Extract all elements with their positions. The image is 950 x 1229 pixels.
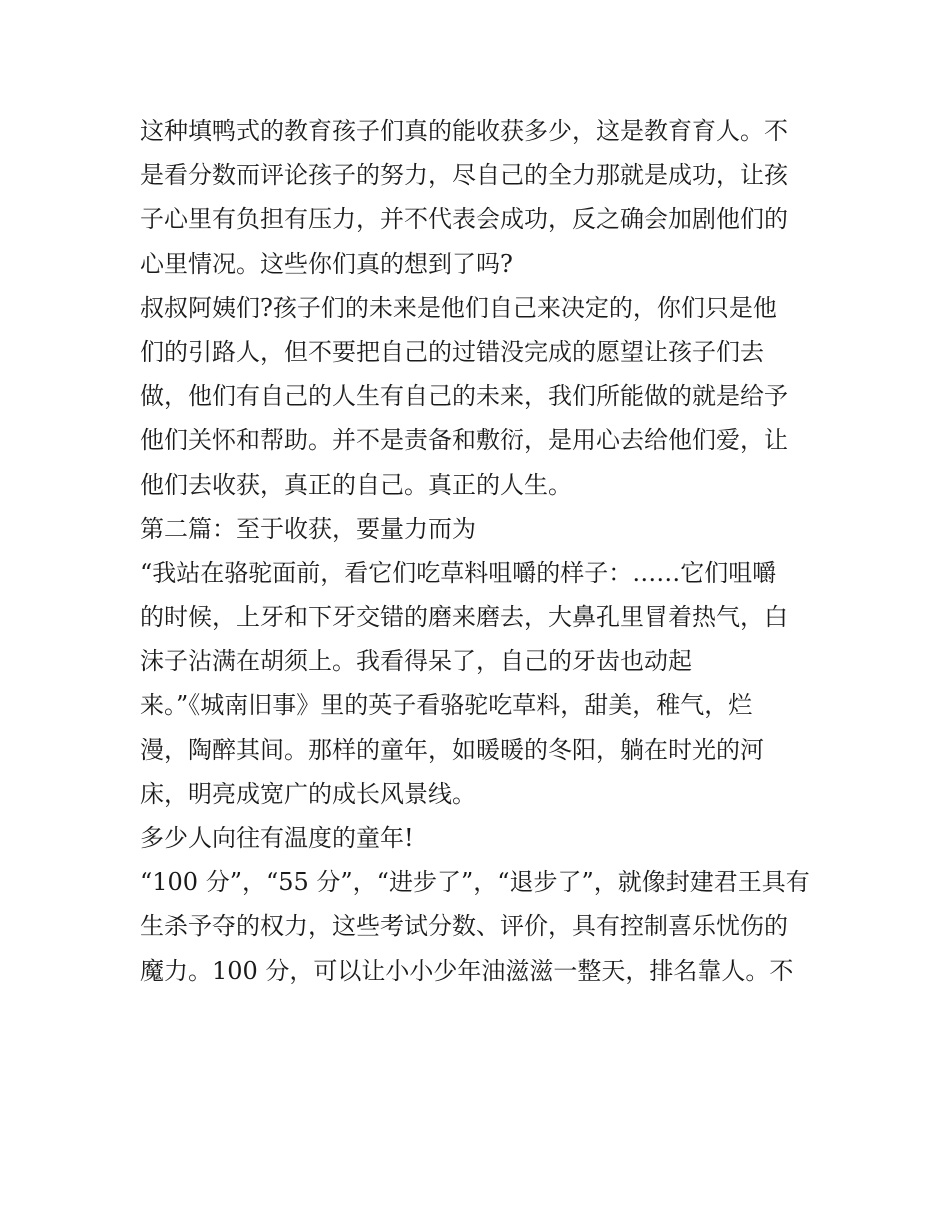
text-line: 他们去收获，真正的自己。真正的人生。 <box>140 470 572 499</box>
text-line: 漫，陶醉其间。那样的童年，如暖暖的冬阳，躺在时光的河 <box>140 735 764 764</box>
text-line: 做，他们有自己的人生有自己的未来，我们所能做的就是给予 <box>140 382 788 411</box>
text-line: 这种填鸭式的教育孩子们真的能收获多少，这是教育育人。不 <box>140 117 788 145</box>
text-line: “我站在骆驼面前，看它们吃草料咀嚼的样子：……它们咀嚼 <box>140 558 777 587</box>
text-line: 他们关怀和帮助。并不是责备和敷衍，是用心去给他们爱，让 <box>140 426 788 455</box>
text-line: 多少人向往有温度的童年! <box>140 824 414 852</box>
text-line: 来。”《城南旧事》里的英子看骆驼吃草料，甜美，稚气，烂 <box>140 691 753 720</box>
text-line: “100 分”，“55 分”，“进步了”，“退步了”，就像封建君王具有 <box>140 868 810 897</box>
text-line: 子心里有负担有压力，并不代表会成功，反之确会加剧他们的 <box>140 205 788 234</box>
text-line: 是看分数而评论孩子的努力，尽自己的全力那就是成功，让孩 <box>140 161 788 190</box>
text-line: 的时候，上牙和下牙交错的磨来磨去，大鼻孔里冒着热气，白 <box>140 603 788 632</box>
text-line: 沫子沾满在胡须上。我看得呆了，自己的牙齿也动起 <box>140 647 692 676</box>
section-heading: 第二篇：至于收获，要量力而为 <box>140 514 476 543</box>
text-line: 生杀予夺的权力，这些考试分数、评价，具有控制喜乐忧伤的 <box>140 912 788 941</box>
text-line: 们的引路人，但不要把自己的过错没完成的愿望让孩子们去 <box>140 337 764 366</box>
text-line: 魔力。100 分，可以让小小少年油滋滋一整天，排名靠人。不 <box>140 956 794 985</box>
body-text <box>140 109 830 993</box>
text-line: 叔叔阿姨们?孩子们的未来是他们自己来决定的，你们只是他 <box>140 293 777 322</box>
text-line: 床，明亮成宽广的成长风景线。 <box>140 779 476 808</box>
text-line: 心里情况。这些你们真的想到了吗? <box>140 249 513 278</box>
